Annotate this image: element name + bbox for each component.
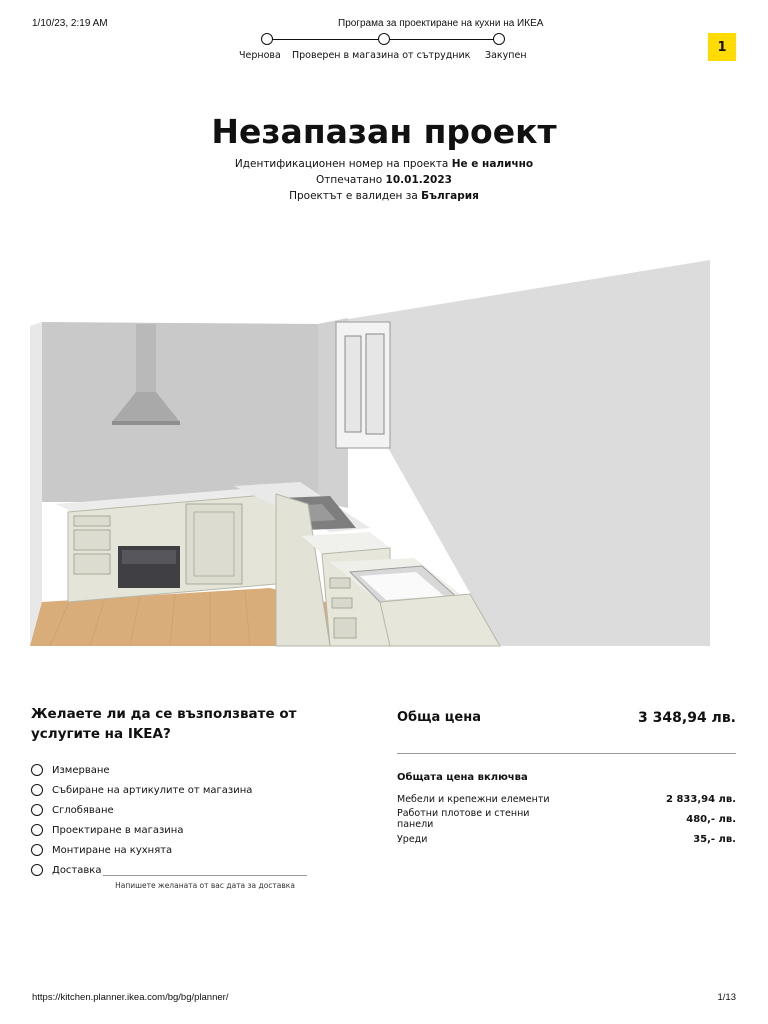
- services-list: [31, 760, 321, 880]
- radio-icon[interactable]: [31, 764, 43, 776]
- project-id-line: [0, 158, 768, 170]
- radio-icon[interactable]: [31, 784, 43, 796]
- page-number: 1/13: [717, 992, 736, 1003]
- step-connector: [389, 39, 497, 40]
- price-row-value: 480,- лв.: [686, 814, 736, 825]
- valid-value: България: [421, 190, 479, 202]
- price-row-label: Уреди: [397, 834, 428, 845]
- delivery-date-hint: Напишете желаната от вас дата за доставка: [115, 881, 295, 890]
- service-installation[interactable]: Монтиране на кухнята: [31, 840, 321, 860]
- radio-icon[interactable]: [31, 844, 43, 856]
- service-planning[interactable]: Проектиране в магазина: [31, 820, 321, 840]
- price-divider: [397, 753, 736, 754]
- printed-date-line: [0, 174, 768, 186]
- radio-icon[interactable]: [31, 804, 43, 816]
- printed-label: Отпечатано: [316, 174, 383, 186]
- price-row-label: Мебели и крепежни елементи: [397, 794, 550, 805]
- range-hood: [136, 324, 156, 392]
- print-timestamp: 1/10/23, 2:19 AM: [32, 18, 108, 29]
- radio-icon[interactable]: [31, 824, 43, 836]
- step-dot-draft: [261, 33, 273, 45]
- delivery-date-field[interactable]: [103, 875, 307, 876]
- footer-url[interactable]: https://kitchen.planner.ikea.com/bg/bg/planner/: [32, 992, 229, 1003]
- printed-value: 10.01.2023: [385, 174, 452, 186]
- step-dot-reviewed: [378, 33, 390, 45]
- price-row-label: Работни плотове и стенни панели: [397, 808, 530, 830]
- step-connector: [271, 39, 381, 40]
- radio-icon[interactable]: [31, 864, 43, 876]
- total-price-label: Обща цена: [397, 710, 482, 725]
- step-label-reviewed: Проверен в магазина от сътрудник: [292, 50, 471, 61]
- validity-line: [0, 190, 768, 202]
- price-row-value: 2 833,94 лв.: [666, 794, 736, 805]
- progress-stepper: [236, 32, 536, 64]
- service-picking[interactable]: Събиране на артикулите от магазина: [31, 780, 321, 800]
- page-badge: 1: [708, 33, 736, 61]
- total-price-value: 3 348,94 лв.: [638, 710, 736, 726]
- step-label-draft: Чернова: [239, 50, 281, 61]
- price-row-value: 35,- лв.: [693, 834, 736, 845]
- services-question: Желаете ли да се възползвате от услугите на IKEA?: [31, 706, 297, 742]
- valid-label: Проектът е валиден за: [289, 190, 418, 202]
- price-includes-title: Общата цена включва: [397, 772, 528, 783]
- project-id-label: Идентификационен номер на проекта: [234, 158, 449, 170]
- service-assembly[interactable]: Сглобяване: [31, 800, 321, 820]
- kitchen-3d-render: [30, 258, 710, 648]
- service-measuring[interactable]: Измерване: [31, 760, 321, 780]
- app-title: Програма за проектиране на кухни на ИКЕА: [338, 18, 544, 29]
- step-dot-purchased: [493, 33, 505, 45]
- step-label-purchased: Закупен: [485, 50, 527, 61]
- project-id-value: Не е налично: [451, 158, 534, 170]
- page-title: Незапазан проект: [211, 112, 557, 151]
- service-delivery[interactable]: Доставка: [31, 860, 321, 880]
- back-wall: [42, 322, 318, 502]
